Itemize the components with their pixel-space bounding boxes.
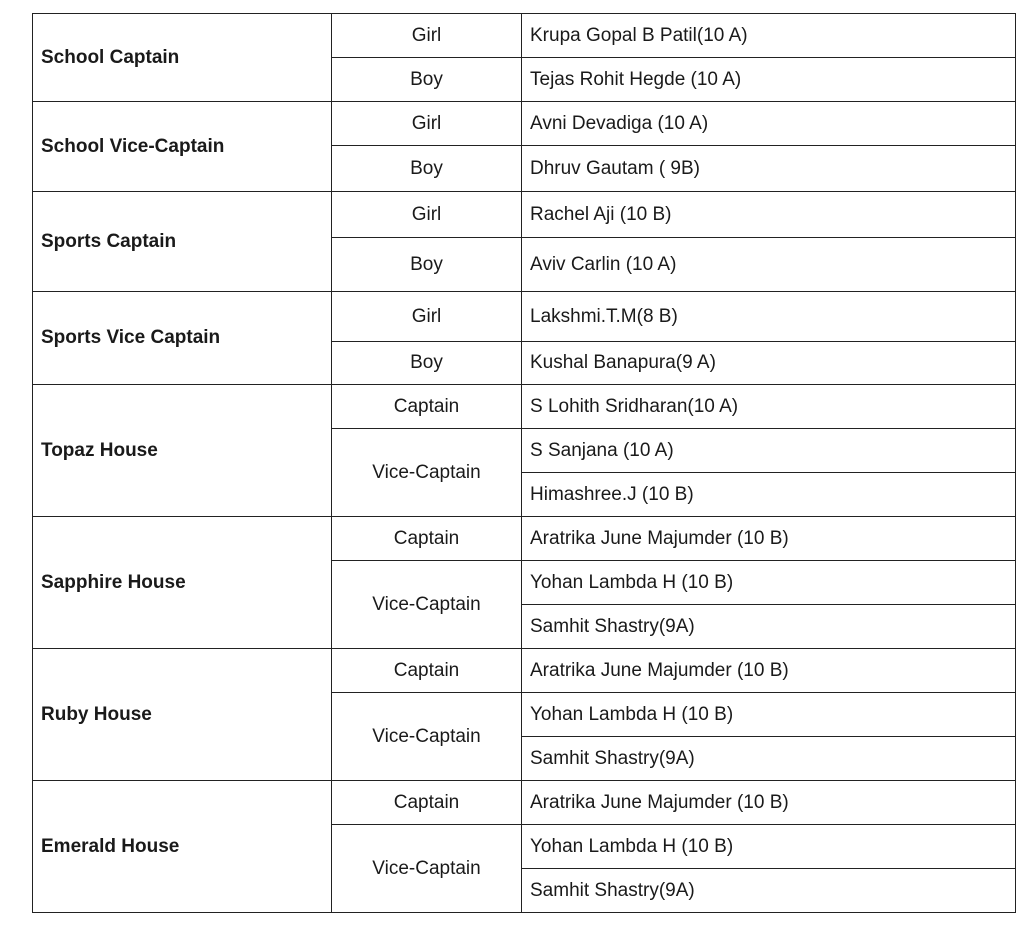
role-cell: Sports Captain	[33, 192, 332, 292]
student-name-cell: Aviv Carlin (10 A)	[522, 238, 1016, 292]
student-name-cell: Tejas Rohit Hegde (10 A)	[522, 58, 1016, 102]
category-cell: Captain	[332, 649, 522, 693]
category-cell: Girl	[332, 292, 522, 342]
office-bearers-table	[32, 13, 1016, 913]
category-cell: Captain	[332, 517, 522, 561]
role-cell: School Captain	[33, 14, 332, 102]
category-cell: Girl	[332, 192, 522, 238]
table-row	[33, 517, 1016, 561]
student-name-cell: Avni Devadiga (10 A)	[522, 102, 1016, 146]
role-cell: Sapphire House	[33, 517, 332, 649]
category-cell: Vice-Captain	[332, 429, 522, 517]
category-cell: Boy	[332, 146, 522, 192]
student-name-cell: S Sanjana (10 A)	[522, 429, 1016, 473]
role-cell: Topaz House	[33, 385, 332, 517]
student-name-cell: Samhit Shastry(9A)	[522, 605, 1016, 649]
category-cell: Boy	[332, 342, 522, 385]
category-cell: Vice-Captain	[332, 561, 522, 649]
role-cell: Emerald House	[33, 781, 332, 913]
student-name-cell: Dhruv Gautam ( 9B)	[522, 146, 1016, 192]
table-row	[33, 192, 1016, 238]
table-row	[33, 649, 1016, 693]
category-cell: Boy	[332, 238, 522, 292]
student-name-cell: Samhit Shastry(9A)	[522, 869, 1016, 913]
student-name-cell: Kushal Banapura(9 A)	[522, 342, 1016, 385]
student-name-cell: Lakshmi.T.M(8 B)	[522, 292, 1016, 342]
table-row	[33, 292, 1016, 342]
category-cell: Boy	[332, 58, 522, 102]
student-name-cell: Himashree.J (10 B)	[522, 473, 1016, 517]
role-cell: Sports Vice Captain	[33, 292, 332, 385]
student-name-cell: Yohan Lambda H (10 B)	[522, 693, 1016, 737]
student-name-cell: Krupa Gopal B Patil(10 A)	[522, 14, 1016, 58]
table-row	[33, 781, 1016, 825]
student-name-cell: Rachel Aji (10 B)	[522, 192, 1016, 238]
student-name-cell: Samhit Shastry(9A)	[522, 737, 1016, 781]
category-cell: Vice-Captain	[332, 825, 522, 913]
student-name-cell: Yohan Lambda H (10 B)	[522, 561, 1016, 605]
table-row	[33, 14, 1016, 58]
student-name-cell: Aratrika June Majumder (10 B)	[522, 517, 1016, 561]
category-cell: Girl	[332, 14, 522, 58]
table-row	[33, 102, 1016, 146]
role-cell: School Vice-Captain	[33, 102, 332, 192]
student-name-cell: Yohan Lambda H (10 B)	[522, 825, 1016, 869]
category-cell: Vice-Captain	[332, 693, 522, 781]
category-cell: Girl	[332, 102, 522, 146]
category-cell: Captain	[332, 385, 522, 429]
student-name-cell: S Lohith Sridharan(10 A)	[522, 385, 1016, 429]
student-name-cell: Aratrika June Majumder (10 B)	[522, 781, 1016, 825]
table-row	[33, 385, 1016, 429]
student-name-cell: Aratrika June Majumder (10 B)	[522, 649, 1016, 693]
role-cell: Ruby House	[33, 649, 332, 781]
category-cell: Captain	[332, 781, 522, 825]
